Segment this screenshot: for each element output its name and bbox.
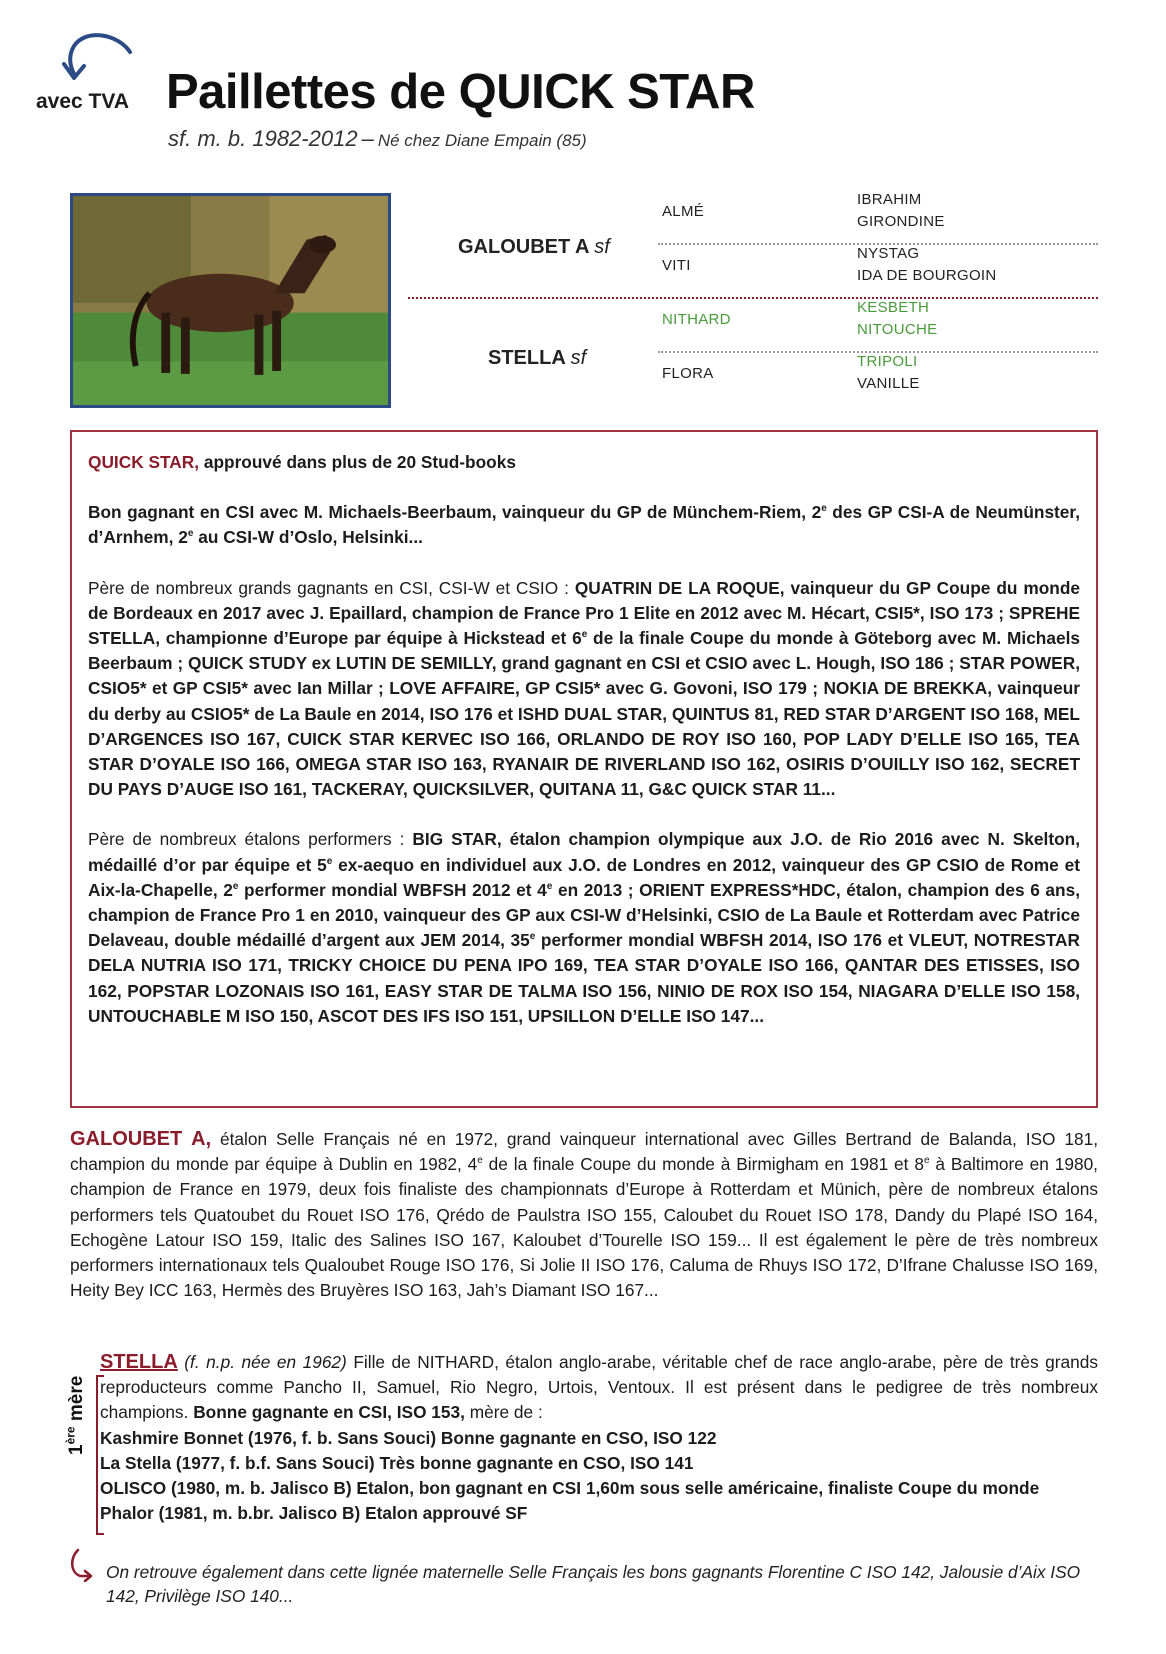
text-run: ex-aequo en individuel aux J.O. de Londres en 2012, vainqueur des GP CSIO de Rome et Aix-la-Chapelle, 2 — [88, 854, 1080, 900]
pedigree-divider-minor — [658, 243, 1098, 245]
ordinal-sup: e — [326, 855, 333, 867]
stella-section — [100, 1350, 1098, 1526]
box-heading-rest: approuvé dans plus de 20 Stud-books — [203, 452, 516, 472]
pedigree-dam — [488, 347, 586, 370]
text-run: Bonne gagnante en CSI, ISO 153, — [193, 1402, 465, 1423]
text-run: Père de nombreux grands gagnants en CSI, CSI-W et CSIO : — [88, 577, 575, 598]
text-run: performer mondial WBFSH 2012 et 4 — [238, 879, 547, 900]
text-run: QUATRIN DE LA ROQUE, vainqueur du GP Coupe du monde de Bordeaux en 2017 avec J. Epaillard, champion de France Pro 1 Elite en 2012 avec M. Hécart, CSI5*, ISO 173 ; SPREHE STELLA, championne d’Europe par équipe à Hickstead et 6 — [88, 577, 1080, 649]
box-heading — [88, 450, 1080, 475]
box-heading-name: QUICK STAR, — [88, 452, 200, 472]
sire-name: GALOUBET A — [458, 236, 589, 258]
pedigree-g2-4: FLORA — [662, 365, 714, 382]
quick-star-box — [70, 430, 1098, 1108]
pedigree-g3-5: KESBETH — [857, 299, 930, 316]
ordinal-sup: e — [923, 1155, 930, 1167]
subtitle-separator: – — [361, 126, 374, 151]
stella-lead: STELLA — [100, 1351, 178, 1373]
product-line: Phalor (1981, m. b.br. Jalisco B) Etalon approuvé SF — [100, 1503, 528, 1524]
horse-info: sf. m. b. 1982-2012 — [168, 126, 358, 151]
text-run: (f. n.p. née en 1962) — [177, 1352, 347, 1372]
ordinal-sup: e — [581, 629, 588, 641]
pedigree-g2-1: ALMÉ — [662, 203, 705, 220]
text-run: au CSI-W d’Oslo, Helsinki... — [193, 527, 423, 548]
ordinal-sup: e — [821, 503, 827, 515]
curved-arrow-icon — [56, 30, 136, 86]
ordinal-sup: ère — [63, 1426, 78, 1445]
pedigree-sire — [458, 236, 610, 259]
text-run: de la finale Coupe du monde à Birmigham en 1981 et 8 — [482, 1154, 924, 1175]
return-arrow-icon — [68, 1548, 94, 1582]
pedigree-divider-major — [408, 297, 1098, 299]
text-run: en 2013 ; ORIENT EXPRESS*HDC, étalon, champion des 6 ans, champion de France Pro 1 en 2010, vainqueur des GP aux CSI-W d’Helsinki, CSIO de La Baule et Rotterdam avec Patrice Delaveau, double médaillé d’argent aux JEM 2014, 35 — [88, 879, 1081, 951]
product-line: La Stella (1977, f. b.f. Sans Souci) Très bonne gagnante en CSO, ISO 141 — [100, 1452, 694, 1473]
maternal-line-note: On retrouve également dans cette lignée maternelle Selle Français les bons gagnants Florentine C ISO 142, Jalousie d’Aix ISO 142, Privilège ISO 140... — [106, 1562, 1081, 1606]
galoubet-section — [70, 1127, 1098, 1303]
tva-label: avec TVA — [36, 90, 129, 113]
ordinal-sup: e — [529, 931, 536, 943]
text-run: mère de : — [464, 1402, 543, 1423]
horse-photo-illustration — [73, 196, 388, 405]
box-paragraph-1 — [88, 500, 1080, 550]
pedigree-g3-2: GIRONDINE — [857, 213, 945, 230]
dam-breed: sf — [570, 347, 587, 369]
text-run: à Baltimore en 1980, champion de France en 1979, deux fois finaliste des championnats d’Europe à Rotterdam et Münich, père de nombreux étalons performers tels Quatoubet du Rouet ISO 176, Qrédo de Paulstra ISO 155, Caloubet du Rouet ISO 178, Dandy du Plapé ISO 164, Echogène Latour ISO 159, Italic des Salines ISO 167, Kaloubet d’Tourelle ISO 159... Il est également le père de très nombreux performers internationaux tels Qualoubet Rouge ISO 176, Si Jolie II ISO 176, Caluma de Rhuys ISO 172, D’Ifrane Chalusse ISO 169, Heity Bey ICC 163, Hermès des Bruyères ISO 163, Jah’s Diamant ISO 167... — [70, 1154, 1098, 1301]
ordinal-sup: e — [232, 881, 239, 893]
pedigree-g2-3: NITHARD — [662, 311, 731, 328]
page-subtitle — [168, 126, 587, 152]
box-paragraph-3 — [88, 827, 1080, 1029]
pedigree-g3-3: NYSTAG — [857, 245, 920, 262]
text-run: des GP CSI-A de Neumünster, d’Arnhem, 2 — [88, 502, 1080, 548]
page-title: Paillettes de QUICK STAR — [166, 65, 755, 119]
text-run: performer mondial WBFSH 2014, ISO 176 et VLEUT, NOTRESTAR DELA NUTRIA ISO 171, TRICKY CHOICE DU PENA IPO 169, TEA STAR D’OYALE ISO 166, QANTAR DES ETISSES, ISO 162, POPSTAR LOZONAIS ISO 161, EASY STAR DE TALMA ISO 156, NINIO DE ROX ISO 154, NIAGARA D’ELLE ISO 158, UNTOUCHABLE M ISO 150, ASCOT DES IFS ISO 151, UPSILLON D’ELLE ISO 147... — [88, 930, 1080, 1026]
text-run: Père de nombreux étalons performers : — [88, 829, 413, 850]
ordinal-sup: e — [187, 528, 194, 540]
horse-photo — [70, 193, 391, 408]
breeder-info: Né chez Diane Empain (85) — [377, 131, 587, 150]
pedigree-g3-1: IBRAHIM — [857, 191, 922, 208]
first-dam-label — [63, 1375, 88, 1455]
sire-breed: sf — [594, 236, 610, 258]
pedigree-g2-2: VITI — [662, 257, 691, 274]
pedigree-g3-8: VANILLE — [857, 375, 920, 392]
pedigree-g3-4: IDA DE BOURGOIN — [857, 267, 997, 284]
text-run: étalon Selle Français né en 1972, grand vainqueur international avec Gilles Bertrand de Balanda, ISO 181, champion du monde par équipe à Dublin en 1982, 4 — [70, 1129, 1098, 1175]
text-run: de la finale Coupe du monde à Göteborg avec M. Michaels Beerbaum ; QUICK STUDY ex LUTIN DE SEMILLY, grand gagnant en CSI et CSIO avec L. Hough, ISO 186 ; STAR POWER, CSIO5* et GP CSI5* avec Ian Millar ; LOVE AFFAIRE, GP CSI5* avec G. Govoni, ISO 179 ; NOKIA DE BREKKA, vainqueur du derby au CSIO5* de La Baule en 2014, ISO 176 et ISHD DUAL STAR, QUINTUS 81, RED STAR D’ARGENT ISO 168, MEL D’ARGENCES ISO 167, CUICK STAR KERVEC ISO 166, ORLANDO DE ROY ISO 160, POP LADY D’ELLE ISO 165, TEA STAR D’OYALE ISO 166, OMEGA STAR ISO 163, RYANAIR DE RIVERLAND ISO 162, OSIRIS D’OUILLY ISO 162, SECRET DU PAYS D’AUGE ISO 161, TACKERAY, QUICKSILVER, QUITANA 11, G&C QUICK STAR 11... — [88, 628, 1080, 800]
text-run: Bon gagnant en CSI avec M. Michaels-Beerbaum, vainqueur du GP de Münchem-Riem, 2 — [88, 502, 822, 523]
pedigree-divider-minor — [658, 351, 1098, 353]
text-run: 1 — [66, 1444, 87, 1455]
pedigree-g3-6: NITOUCHE — [857, 321, 938, 338]
pedigree-g3-7: TRIPOLI — [857, 353, 918, 370]
dam-name: STELLA — [488, 347, 566, 369]
text-run: BIG STAR, étalon champion olympique aux J.O. de Rio 2016 avec N. Skelton, médaillé d’or par équipe et 5 — [88, 829, 1080, 875]
galoubet-lead: GALOUBET A, — [70, 1128, 212, 1150]
text-run: Fille de NITHARD, étalon anglo-arabe, véritable chef de race anglo-arabe, père de très grands reproducteurs comme Pancho II, Samuel, Rio Negro, Urtois, Ventoux. Il est présent dans le pedigree de très nombreux champions. — [100, 1352, 1098, 1423]
ordinal-sup: e — [546, 881, 553, 893]
box-paragraph-2 — [88, 576, 1080, 803]
ordinal-sup: e — [477, 1155, 483, 1167]
stella-paragraph — [100, 1350, 1098, 1426]
text-run: mère — [66, 1375, 87, 1427]
product-line: OLISCO (1980, m. b. Jalisco B) Etalon, bon gagnant en CSI 1,60m sous selle américaine, finaliste Coupe du monde — [100, 1478, 1040, 1499]
product-line: Kashmire Bonnet (1976, f. b. Sans Souci) Bonne gagnante en CSO, ISO 122 — [100, 1427, 717, 1448]
